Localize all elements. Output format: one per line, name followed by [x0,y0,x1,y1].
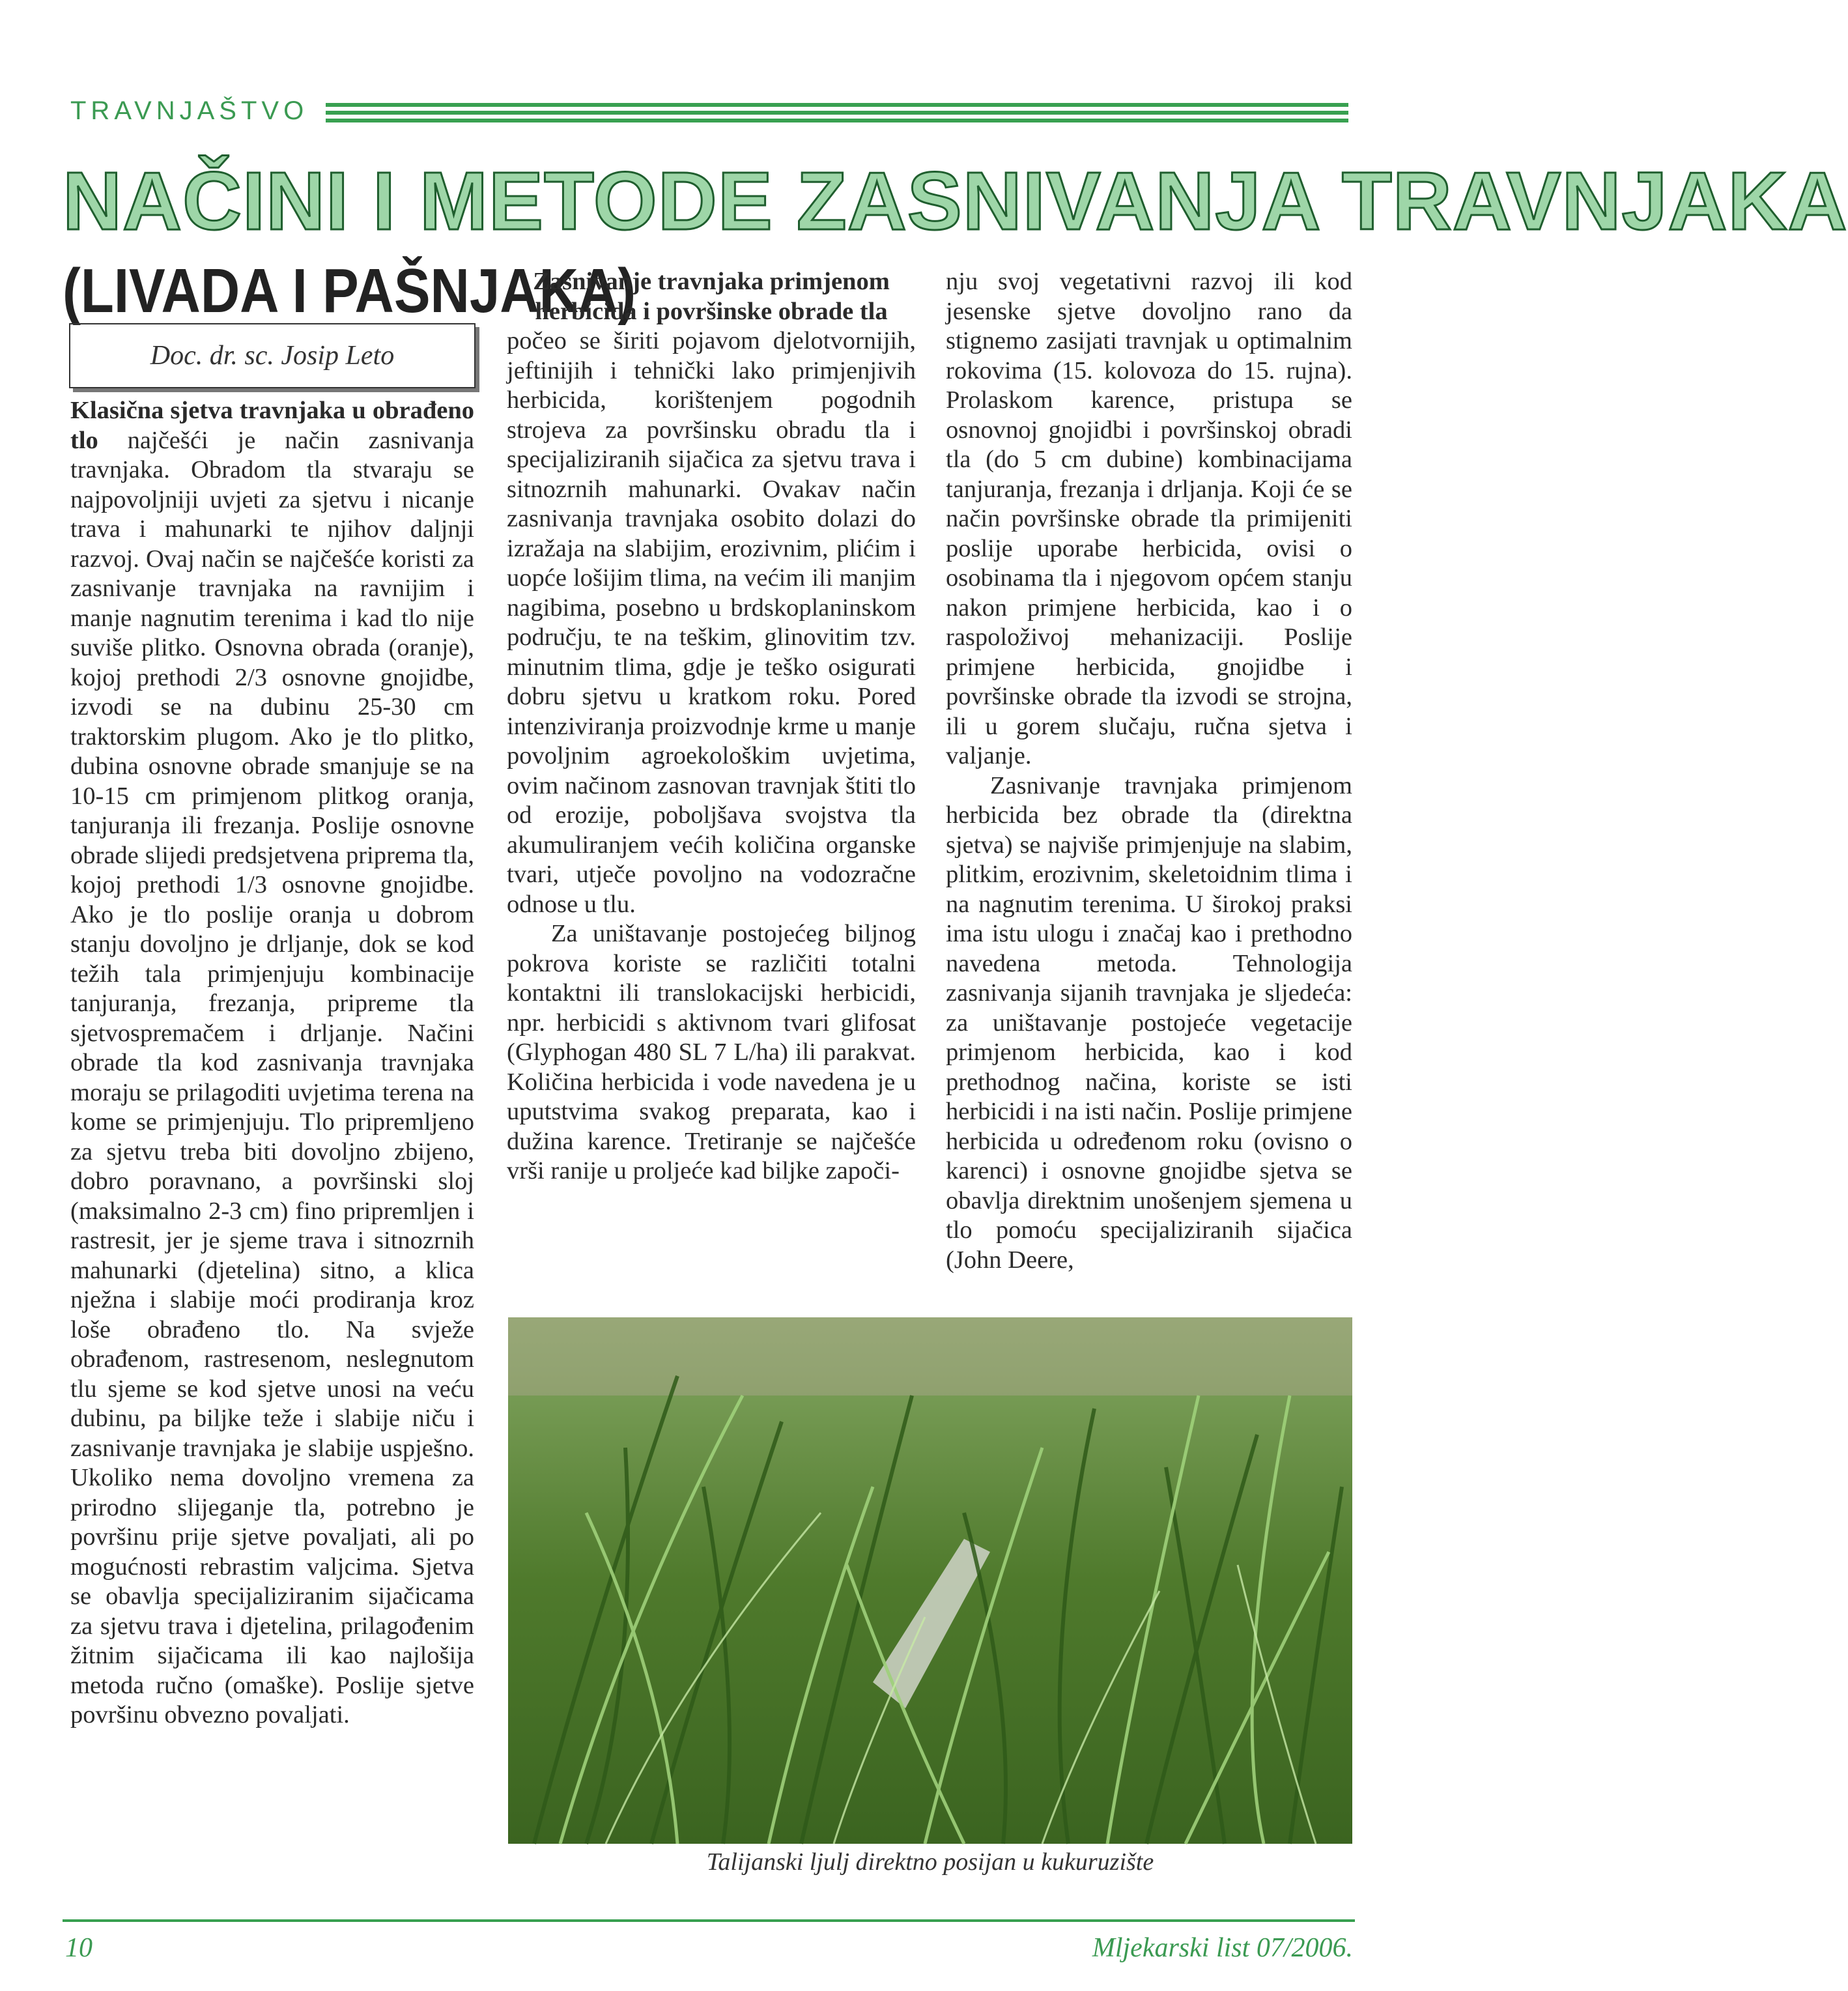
paragraph: nju svoj vegetativni razvoj ili kod jesenske sjetve dovoljno rano da stignemo zasijati travnjak u optimalnim rokovima (15. kolovoza do 15. rujna). Prolaskom karence, pristupa se osnovnoj gnojidbi i površinskoj obradi tla (do 5 cm dubine) kombinacijama tanjuranja, frezanja i drljanja. Koji će se način površinske obrade tla primijeniti poslije uporabe herbicida, ovisi o osobinama tla i njegovom općem stanju nakon primjene herbicida, kao i o raspoloživoj mehanizaciji. Poslije primjene herbicida, gnojidbe i površinske obrade tla izvodi se strojna, ili u gorem slučaju, ručna sjetva i valjanje. [946,268,1352,769]
page-number: 10 [65,1933,92,1963]
section-rule [326,103,1348,125]
body-text: najčešći je način zasnivanja travnjaka. Obradom tla stvaraju se najpovoljniji uvjeti za sjetvu i nicanje trava i mahunarki te njihov daljnji razvoj. Ovaj način se najčešće koristi za zasnivanje travnjaka na ravnijim i manje nagnutim terenima i kad tlo nije suviše plitko. Osnovna obrada (oranje), kojoj prethodi 2/3 osnovne gnojidbe, izvodi se na dubinu 25-30 cm traktorskim plugom. Ako je tlo plitko, dubina osnovne obrade smanjuje se na 10-15 cm primjenom plitkog oranja, tanjuranja ili frezanja. Poslije osnovne obrade slijedi predsjetvena priprema tla, kojoj prethodi 1/3 osnovne gnojidbe. Ako je tlo poslije oranja u dobrom stanju dovoljno je drljanje, dok se kod težih tala primjenjuju kombinacije tanjuranja, frezanja, pripreme tla sjetvospremačem i drljanje. Načini obrade tla kod zasnivanja travnjaka moraju se prilagoditi uvjetima terena na kome se primjenjuju. Tlo pripremljeno za sjetvu treba biti dovoljno zbijeno, dobro poravnano, a površinski sloj (maksimalno 2-3 cm) fino pripremljen i rastresit, jer je sjeme trava i sitnozrnih mahunarki (djetelina) sitno, a klica nježna i slabije moći prodiranja kroz loše obrađeno tlo. Na svježe obrađenom, rastresenom, neslegnutom tlu sjeme se kod sjetve unosi na veću dubinu, pa biljke teže i slabije niču i zasnivanje travnjaka je slabije uspješno. Ukoliko nema dovoljno vremena za prirodno slijeganje tla, potrebno je površinu prije sjetve povaljati, ali po mogućnosti rebrastim valjcima. Sjetva se obavlja specijaliziranim sijačicama za sjetvu trava i djetelina, prilagođenim žitnim sijačicama ili kao najlošija metoda ručno (omaške). Poslije sjetve površinu obvezno povaljati. [70,426,474,1728]
column-1 [70,396,474,1869]
grass-photo [508,1317,1352,1844]
paragraph [70,396,474,1730]
column-2 [507,267,916,1310]
grass-illustration [508,1317,1352,1844]
paragraph: Zasnivanje travnjaka primjenom herbicida bez obrade tla (direktna sjetva) se najviše primjenjuje na slabim, plitkim, erozivnim, skeletoidnim tlima i na nagnutim terenima. U širokoj praksi ima istu ulogu i značaj kao i prethodno navedena metoda. Tehnologija zasnivanja sijanih travnjaka je sljedeća: za uništavanje postojeće vegetacije primjenom herbicida, kao i kod prethodnog načina, koriste se isti herbicidi i na isti način. Poslije primjene herbicida u određenom roku (ovisno o karenci) i osnovne gnojidbe sjetva se obavlja direktnim unošenjem sjemena u tlo pomoću specijaliziranih sijačica (John Deere, [946,771,1352,1274]
author-box [69,323,476,388]
author-name: Doc. dr. sc. Josip Leto [150,341,395,371]
paragraph: Za uništavanje postojećeg biljnog pokrova koriste se različiti totalni kontaktni ili translokacijski herbicidi, npr. herbicidi s aktivnom tvari glifosat (Glyphogan 480 SL 7 L/ha) ili parakvat. Količina herbicida i vode navedena je u uputstvima svakog preparata, kao i dužina karence. Tretiranje se najčešće vrši ranije u proljeće kad biljke započi- [507,920,916,1184]
photo-caption: Talijanski ljulj direktno posijan u kukuruzište [706,1848,1154,1876]
column-3 [946,267,1352,1310]
body-text: počeo se širiti pojavom djelotvornijih, jeftinijih i tehnički lako primjenjivih herbicida, korištenjem pogodnih strojeva za površinsku obradu tla i specijaliziranih sijačica za sjetvu trava i sitnozrnih mahunarki. Ovakav način zasnivanja travnjaka osobito dolazi do izražaja na slabijim, erozivnim, plićim i uopće lošijim tlima, na većim ili manjim nagibima, posebno u brdskoplaninskom području, te na teškim, glinovitim tzv. minutnim tlima, gdje je teško osigurati dobru sjetvu u kratkom roku. Pored intenziviranja proizvodnje krme u manje povoljnim agroekološkim uvjetima, ovim načinom zasnovan travnjak štiti tlo od erozije, poboljšava svojstva tla akumuliranjem većih količina organske tvari, utječe povoljno na vodozračne odnose u tlu. [507,327,916,918]
lead-in: Klasična sjetva travnjaka u obrađeno tlo [70,397,474,454]
paragraph [507,267,916,919]
magazine-issue: Mljekarski list 07/2006. [1092,1933,1353,1963]
footer-rule [63,1919,1355,1922]
lead-in: Zasnivanje travnjaka primjenom herbicida i površinske obrade tla [533,268,890,325]
section-label: TRAVNJAŠTVO [70,96,309,125]
article-title: NAČINI I METODE ZASNIVANJA TRAVNJAKA [63,155,1848,247]
article-subtitle: (LIVADA I PAŠNJAKA) [63,256,636,326]
